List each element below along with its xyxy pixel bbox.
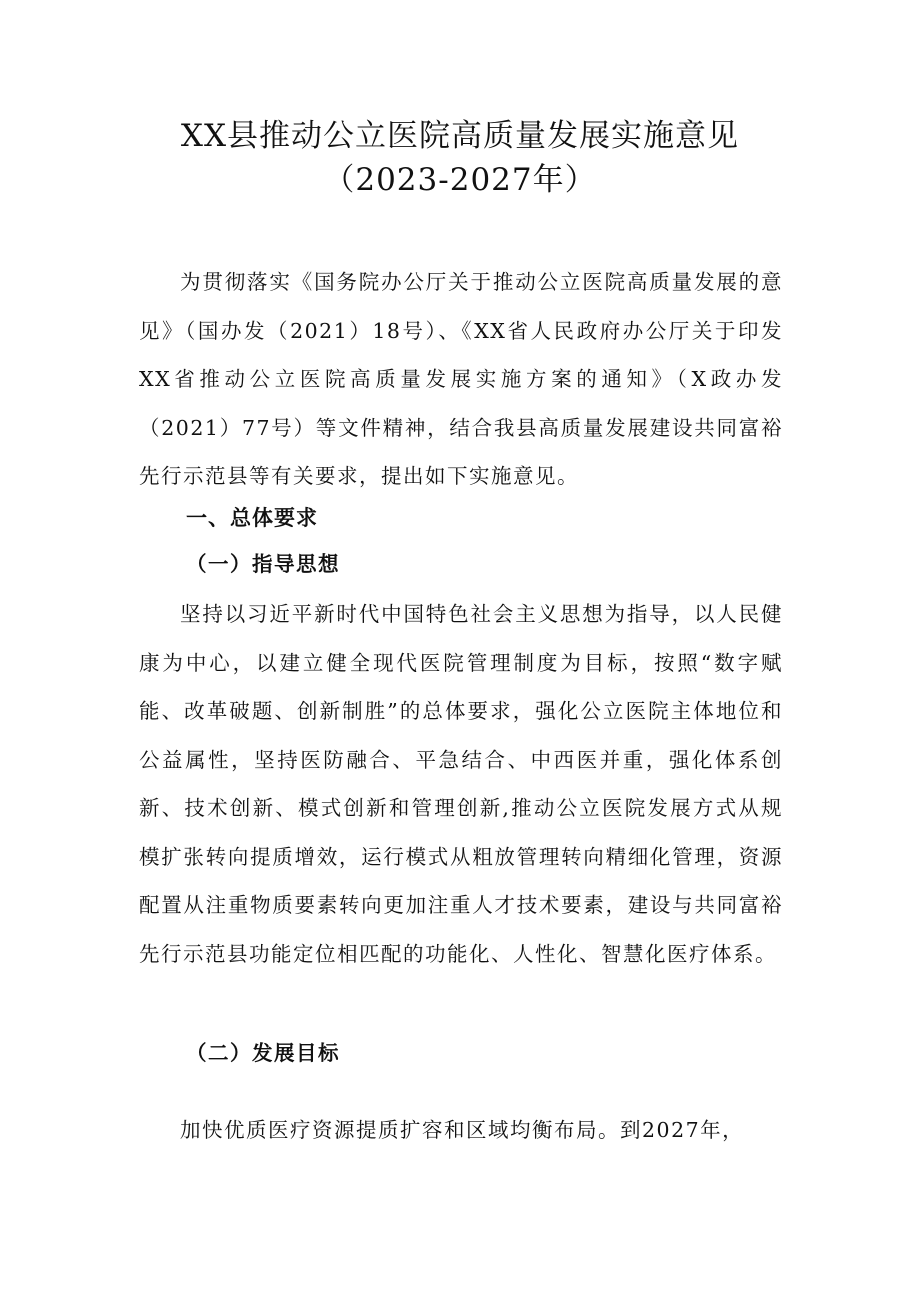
subsection-heading-guiding-ideology: （一）指导思想	[186, 552, 340, 576]
subsection-heading-development-goals: （二）发展目标	[186, 1041, 340, 1065]
intro-paragraph: 为贯彻落实《国务院办公厅关于推动公立医院高质量发展的意见》（国办发（2021）18号）、《XX省人民政府办公厅关于印发XX省推动公立医院高质量发展实施方案的通知》（X政办发（2021）77号）等文件精神，结合我县高质量发展建设共同富裕先行示范县等有关要求，提出如下实施意见。	[139, 270, 783, 488]
guiding-ideology-paragraph: 坚持以习近平新时代中国特色社会主义思想为指导，以人民健康为中心，以建立健全现代医院管理制度为目标，按照“数字赋能、改革破题、创新制胜”的总体要求，强化公立医院主体地位和公益属性，坚持医防融合、平急结合、中西医并重，强化体系创新、技术创新、模式创新和管理创新,推动公立医院发展方式从规模扩张转向提质增效，运行模式从粗放管理转向精细化管理，资源配置从注重物质要素转向更加注重人才技术要素，建设与共同富裕先行示范县功能定位相匹配的功能化、人性化、智慧化医疗体系。	[139, 602, 783, 966]
section-heading-general-requirements: 一、总体要求	[186, 506, 318, 530]
document-subtitle-years: （2023-2027年）	[323, 162, 597, 198]
document-title: XX县推动公立医院高质量发展实施意见	[180, 118, 740, 154]
development-goals-paragraph: 加快优质医疗资源提质扩容和区域均衡布局。到2027年，	[180, 1118, 745, 1142]
